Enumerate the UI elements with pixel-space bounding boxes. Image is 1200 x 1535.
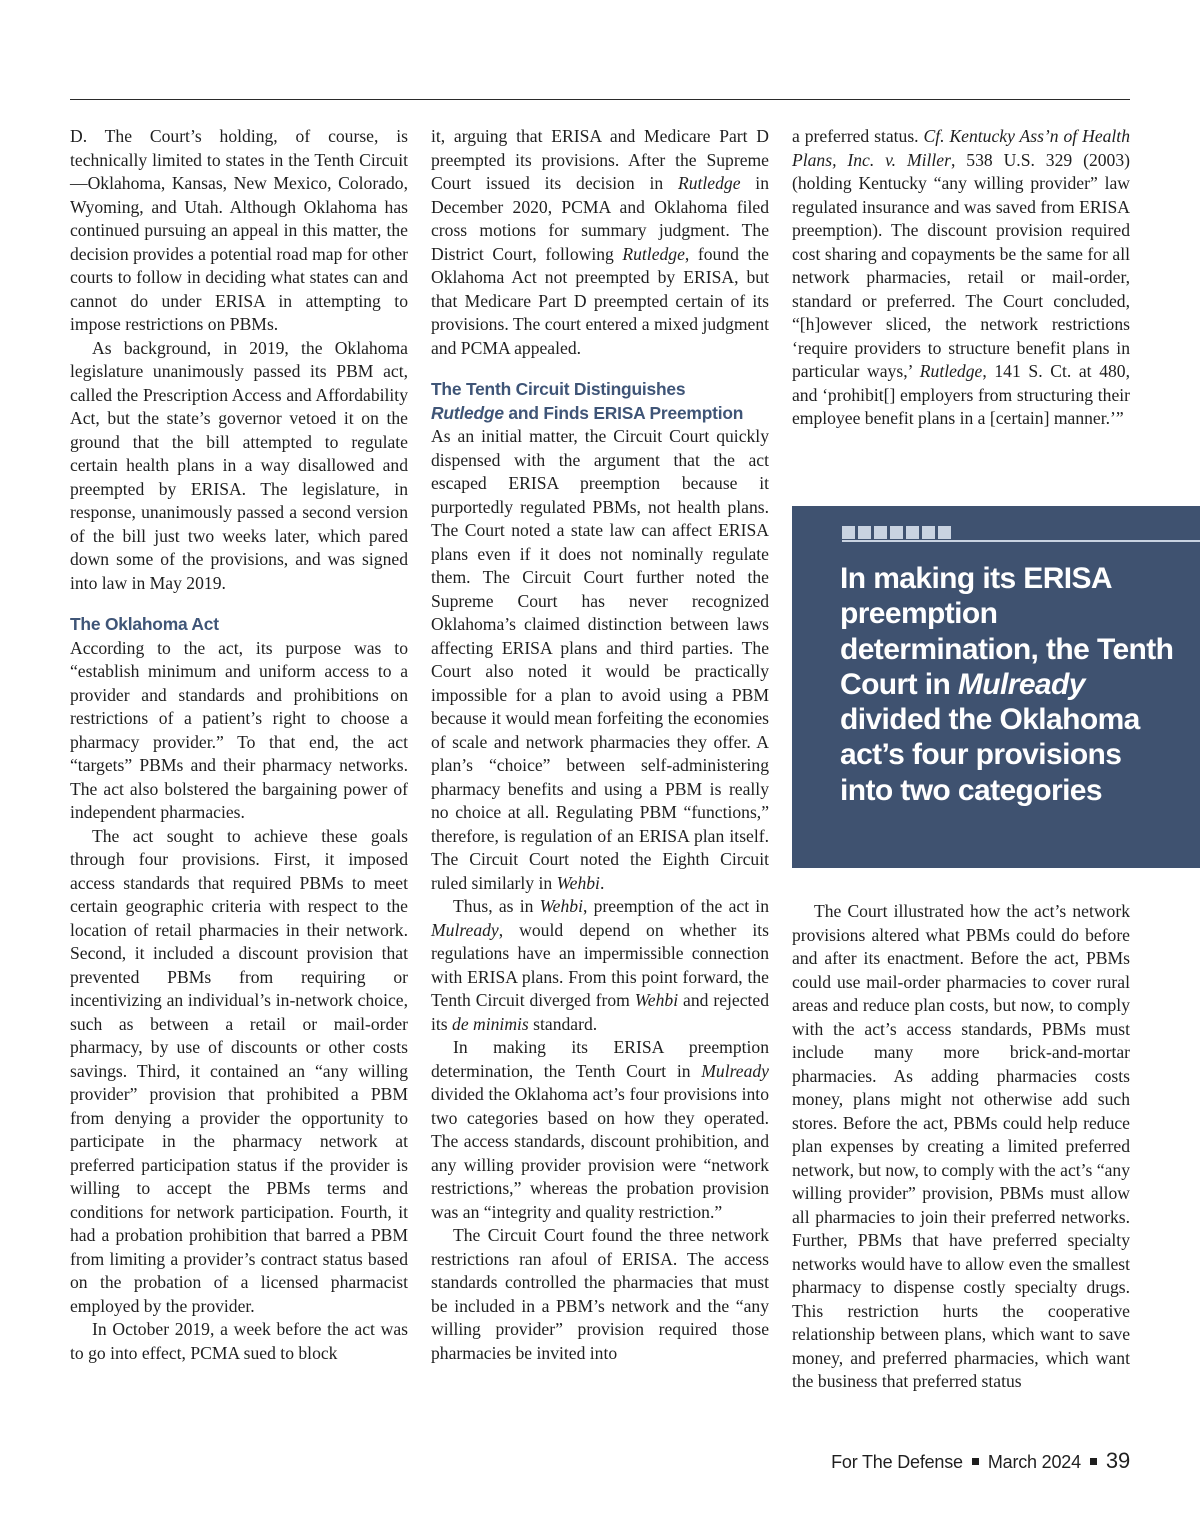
page-number: 39 <box>1105 1448 1130 1473</box>
pull-quote-rule <box>842 540 1200 542</box>
paragraph: Thus, as in Wehbi, preemption of the act in Mulready, would depend on whether its regulations have an impermissible connection with ERISA plans. From this point forward, the Tenth Circuit diverged from Wehbi and rejected its de minimis standard. <box>431 896 770 1034</box>
paragraph: In October 2019, a week before the act was to go into effect, PCMA sued to block <box>70 1319 408 1363</box>
paragraph: As an initial matter, the Circuit Court quickly dispensed with the argument that the act escaped ERISA preemption because it purportedly regulated PBMs, not health plans. The Court noted a state law can affect ERISA plans even if it does not nominally regulate them. The Circuit Court further noted the Supreme Court has never recognized Oklahoma’s claimed distinction between laws affecting ERISA plans and third parties. The Court also noted it would be practically impossible for a plan to avoid using a PBM because it would mean forfeiting the economies of scale and network pharmacies they offer. A plan’s “choice” between self-administering pharmacy benefits and using a PBM is really no choice at all. Regulating PBM “functions,” therefore, is regulation of an ERISA plan itself. The Circuit Court noted the Eighth Circuit ruled similarly in Wehbi. <box>431 426 769 893</box>
paragraph: The act sought to achieve these goals through four provisions. First, it imposed access standards that required PBMs to meet certain geographic criteria with respect to the location of retail pharmacies in their network. Second, it included a discount provision that prevented PBMs from requiring or incentivizing an individual’s in-network choice, such as between a retail or mail-order pharmacy, by use of discounts or other costs savings. Third, it contained an “any willing provider” provision that prohibited a PBM from denying a provider the opportunity to participate in the pharmacy network at preferred participation status if the provider is willing to accept the PBMs terms and conditions for network participation. Fourth, it had a probation prohibition that barred a PBM from limiting a provider’s contract status based on the probation of a licensed pharmacist employed by the provider. <box>70 825 408 1316</box>
issue-date: March 2024 <box>987 1452 1081 1472</box>
paragraph: D. The Court’s holding, of course, is technically limited to states in the Tenth Circuit—Oklahoma, Kansas, New Mexico, Colorado, Wyoming, and Utah. Although Oklahoma has continued pursuing an appeal in this matter, the decision provides a potential road map for other courts to follow in deciding what states can and cannot do under ERISA in attempting to impose restrictions on PBMs. <box>70 126 408 334</box>
column-2 <box>431 125 769 1365</box>
top-rule <box>70 99 1130 100</box>
paragraph: According to the act, its purpose was to “establish minimum and uniform access to a provider and standards and prohibitions on restrictions of a patient’s right to choose a pharmacy provider.” To that end, the act “targets” PBMs and their pharmacy networks. The act also bolstered the bargaining power of independent pharmacies. <box>70 637 408 822</box>
paragraph: In making its ERISA preemption determination, the Tenth Court in Mulready divided the Oklahoma act’s four provisions into two categories based on how they operated. The access standards, discount prohibition, and any willing provider provision were “network restrictions,” whereas the probation provision was an “integrity and quality restriction.” <box>431 1037 769 1222</box>
pull-quote <box>792 506 1200 868</box>
pull-quote-text: In making its ERISA preemption determination, the Tenth Court in Mulready divided the Oklahoma act’s four provisions into two categories <box>840 562 1174 807</box>
column-3-top <box>792 125 1130 431</box>
paragraph: The Circuit Court found the three network restrictions ran afoul of ERISA. The access standards controlled the pharmacies that must be included in a PBM’s network and the “any willing provider” provision required those pharmacies be invited into <box>431 1225 769 1363</box>
paragraph: it, arguing that ERISA and Medicare Part D preempted its provisions. After the Supreme Court issued its decision in Rutledge in December 2020, PCMA and Oklahoma filed cross motions for summary judgment. The District Court, following Rutledge, found the Oklahoma Act not preempted by ERISA, but that Medicare Part D preempted certain of its provisions. The court entered a mixed judgment and PCMA appealed. <box>431 126 769 358</box>
publication-name: For The Defense <box>831 1452 963 1472</box>
section-heading-tenth-circuit: The Tenth Circuit Distinguishes Rutledge and Finds ERISA Preemption <box>431 379 744 423</box>
square-bullet-icon <box>972 1458 979 1465</box>
paragraph: As background, in 2019, the Oklahoma legislature unanimously passed its PBM act, called the Prescription Access and Affordability Act, but the state’s governor vetoed it on the ground that the bill attempted to regulate certain health plans in a way disallowed and preempted by ERISA. The legislature, in response, unanimously passed a second version of the bill just two weeks later, which pared down some of the provisions, and was signed into law in May 2019. <box>70 337 408 593</box>
square-bullet-icon <box>1090 1458 1097 1465</box>
section-heading-oklahoma-act: The Oklahoma Act <box>70 614 219 634</box>
paragraph: The Court illustrated how the act’s network provisions altered what PBMs could do before and after its enactment. Before the act, PBMs could use mail-order pharmacies to cover rural areas and reduce plan costs, but now, to comply with the act’s access standards, PBMs must include many more brick-and-mortar pharmacies. As adding pharmacies costs money, plans might not otherwise add such stores. Before the act, PBMs could help reduce plan expenses by creating a limited preferred network, but now, to comply with the act’s “any willing provider” provision, PBMs must allow all pharmacies to join their preferred networks. Further, PBMs that have preferred specialty networks would have to allow even the smallest pharmacy to dispense costly specialty drugs. This restriction hurts the cooperative relationship between plans, which want to save money, and preferred pharmacies, which want the business that preferred status <box>792 901 1130 1391</box>
page-footer <box>831 1448 1130 1474</box>
column-1 <box>70 125 408 1365</box>
column-3-bottom <box>792 900 1130 1394</box>
paragraph: a preferred status. Cf. Kentucky Ass’n of Health Plans, Inc. v. Miller, 538 U.S. 329 (2003) (holding Kentucky “any willing provider” law regulated insurance and was saved from ERISA preemption). The discount provision required cost sharing and copayments be the same for all network pharmacies, retail or mail-order, standard or preferred. The Court concluded, “[h]owever sliced, the network restrictions ‘require providers to structure benefit plans in particular ways,’ Rutledge, 141 S. Ct. at 480, and ‘prohibit[] employers from structuring their employee benefit plans in a [certain] manner.’” <box>792 126 1130 428</box>
